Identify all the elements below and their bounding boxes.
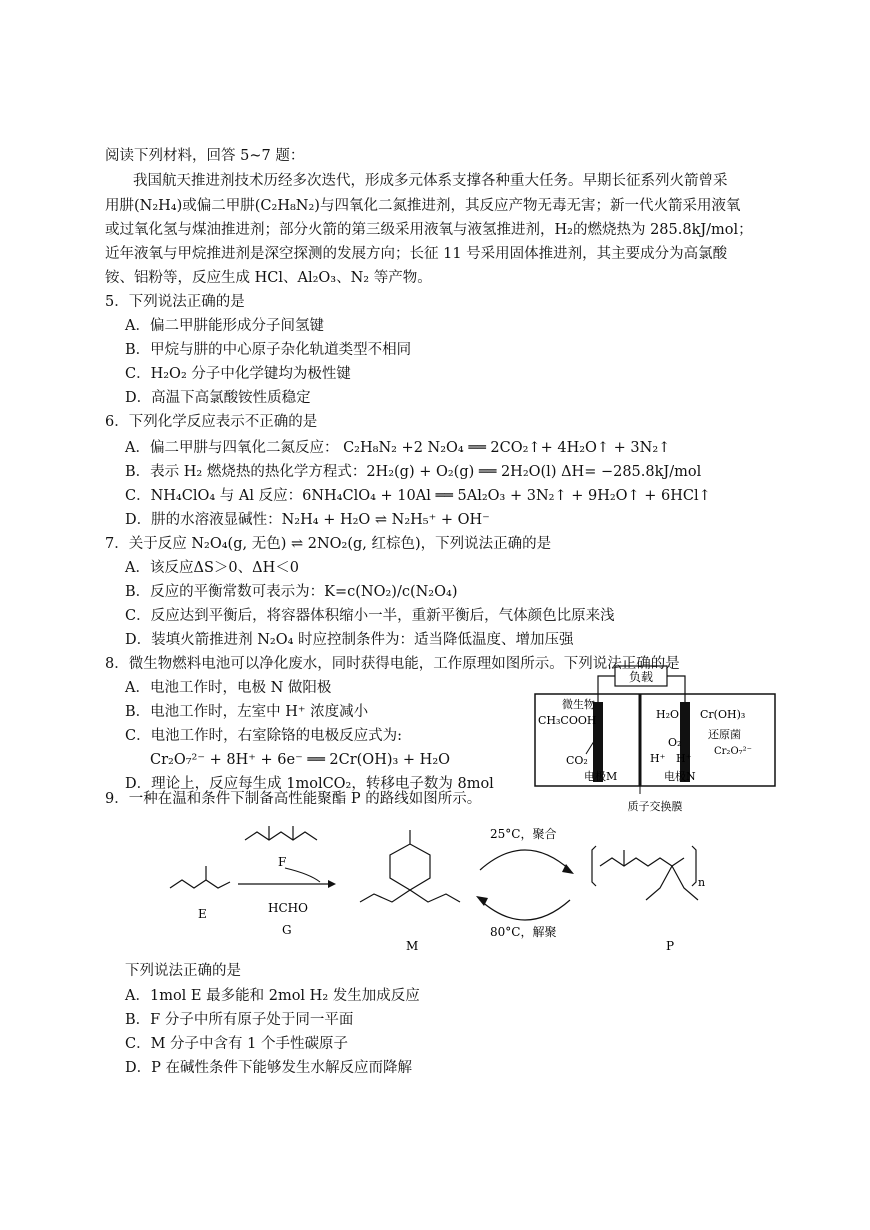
molecule-p-ester-right <box>672 866 698 900</box>
q9-option-b: B．F 分子中所有原子处于同一平面 <box>125 1012 354 1028</box>
croh3-label: Cr(OH)₃ <box>700 708 746 721</box>
q5-option-c: C．H₂O₂ 分子中化学键均为极性键 <box>125 366 351 382</box>
molecule-m-ring <box>390 844 430 890</box>
hplus-left-label: H⁺ <box>650 752 666 765</box>
label-g: G <box>282 923 292 937</box>
section-intro: 阅读下列材料，回答 5~7 题： <box>105 148 305 164</box>
h2o-label: H₂O <box>656 708 680 721</box>
passage-line-2: 用肼(N₂H₄)或偏二甲肼(C₂H₈N₂)与四氧化二氮推进剂，其反应产物无毒无害；新一代火箭采用液氧 <box>105 198 741 214</box>
q9-option-d: D．P 在碱性条件下能够发生水解反应而降解 <box>125 1060 412 1076</box>
bacteria-label: 还原菌 <box>708 728 741 741</box>
label-e: E <box>198 907 207 921</box>
forward-arrow <box>480 850 570 870</box>
q7-option-d: D．装填火箭推进剂 N₂O₄ 时应控制条件为：适当降低温度、增加压强 <box>125 632 574 648</box>
label-n: n <box>698 876 706 889</box>
question-6-stem: 6．下列化学反应表示不正确的是 <box>105 414 318 430</box>
q8-option-b: B．电池工作时，左室中 H⁺ 浓度减小 <box>125 704 369 720</box>
molecule-p-ester-left <box>646 866 672 900</box>
o2-label: O₂ <box>668 736 682 749</box>
label-p: P <box>666 939 675 953</box>
fuel-cell-diagram <box>530 660 780 820</box>
passage-line-3: 或过氧化氢与煤油推进剂；部分火箭的第三级采用液氧与液氢推进剂，H₂的燃烧热为 285.8kJ/mol； <box>105 222 753 238</box>
q5-option-b: B．甲烷与肼的中心原子杂化轨道类型不相同 <box>125 342 412 358</box>
polyester-synthesis-scheme <box>160 810 720 960</box>
molecule-f <box>245 832 317 840</box>
electrode-n-label: 电极N <box>664 770 696 783</box>
q7-option-a: A．该反应ΔS＞0、ΔH＜0 <box>125 560 299 576</box>
q8-option-c: C．电池工作时，右室除铬的电极反应式为: <box>125 728 402 744</box>
question-7-stem: 7．关于反应 N₂O₄(g, 无色) ⇌ 2NO₂(g, 红棕色)，下列说法正确的是 <box>105 536 552 552</box>
molecule-m-ester-right <box>410 890 460 902</box>
question-8-stem: 8．微生物燃料电池可以净化废水，同时获得电能，工作原理如图所示。下列说法正确的是 <box>105 656 680 672</box>
q6-option-d: D．肼的水溶液显碱性：N₂H₄ + H₂O ⇌ N₂H₅⁺ + OH⁻ <box>125 512 490 528</box>
molecule-p-backbone <box>600 858 684 866</box>
cr2o7-label: Cr₂O₇²⁻ <box>714 746 752 757</box>
molecule-m-ester-left <box>360 890 410 902</box>
hplus-right-label: H⁺ <box>676 752 692 765</box>
label-hcho: HCHO <box>268 901 308 915</box>
acid-label: CH₃COOH <box>538 714 597 727</box>
reagent-curve <box>285 868 320 882</box>
q8-option-c-equation: Cr₂O₇²⁻ + 8H⁺ + 6e⁻ ══ 2Cr(OH)₃ + H₂O <box>150 752 451 768</box>
label-forward-condition: 25°C，聚合 <box>490 827 557 841</box>
question-9-stem: 9．一种在温和条件下制备高性能聚酯 P 的路线如图所示。 <box>105 791 482 807</box>
q5-option-a: A．偏二甲肼能形成分子间氢键 <box>125 318 324 334</box>
q8-option-a: A．电池工作时，电极 N 做阳极 <box>125 680 332 696</box>
q9-option-c: C．M 分子中含有 1 个手性碳原子 <box>125 1036 348 1052</box>
electrode-m-label: 电极M <box>584 770 618 783</box>
molecule-e <box>170 880 230 888</box>
load-label: 负载 <box>628 670 654 684</box>
passage-line-4: 近年液氧与甲烷推进剂是深空探测的发展方向；长征 11 号采用固体推进剂，其主要成分为高氯酸 <box>105 246 728 262</box>
q6-option-b: B．表示 H₂ 燃烧热的热化学方程式：2H₂(g) + O₂(g) ══ 2H₂O(l) ΔH= −285.8kJ/mol <box>125 464 702 480</box>
reaction-arrowhead <box>328 880 336 888</box>
membrane-label: 质子交换膜 <box>627 800 683 813</box>
label-f: F <box>278 855 287 869</box>
reverse-arrow <box>480 900 570 920</box>
q9-option-a: A．1mol E 最多能和 2mol H₂ 发生加成反应 <box>125 988 420 1004</box>
label-reverse-condition: 80°C，解聚 <box>490 925 557 939</box>
q9-sub-stem: 下列说法正确的是 <box>125 963 241 979</box>
question-5-stem: 5．下列说法正确的是 <box>105 294 245 310</box>
q7-option-b: B．反应的平衡常数可表示为：K=c(NO₂)/c(N₂O₄) <box>125 584 458 600</box>
q6-option-c: C．NH₄ClO₄ 与 Al 反应：6NH₄ClO₄ + 10Al ══ 5Al₂O₃ + 3N₂↑ + 9H₂O↑ + 6HCl↑ <box>125 488 711 504</box>
passage-line-5: 铵、铝粉等，反应生成 HCl、Al₂O₃、N₂ 等产物。 <box>105 270 432 286</box>
label-m: M <box>406 939 419 953</box>
microbe-label: 微生物 <box>562 698 595 711</box>
polymer-bracket-right <box>692 846 696 886</box>
q5-option-d: D．高温下高氯酸铵性质稳定 <box>125 390 311 406</box>
q7-option-c: C．反应达到平衡后，将容器体积缩小一半，重新平衡后，气体颜色比原来浅 <box>125 608 615 624</box>
polymer-bracket-left <box>592 846 596 886</box>
passage-line-1: 我国航天推进剂技术历经多次迭代，形成多元体系支撑各种重大任务。早期长征系列火箭曾采 <box>133 173 728 189</box>
q6-option-a: A．偏二甲肼与四氧化二氮反应： C₂H₈N₂ +2 N₂O₄ ══ 2CO₂↑+ 4H₂O↑ + 3N₂↑ <box>125 440 671 456</box>
q8-option-d: D．理论上，反应每生成 1molCO₂，转移电子数为 8mol <box>125 776 494 792</box>
co2-label: CO₂ <box>566 754 588 767</box>
